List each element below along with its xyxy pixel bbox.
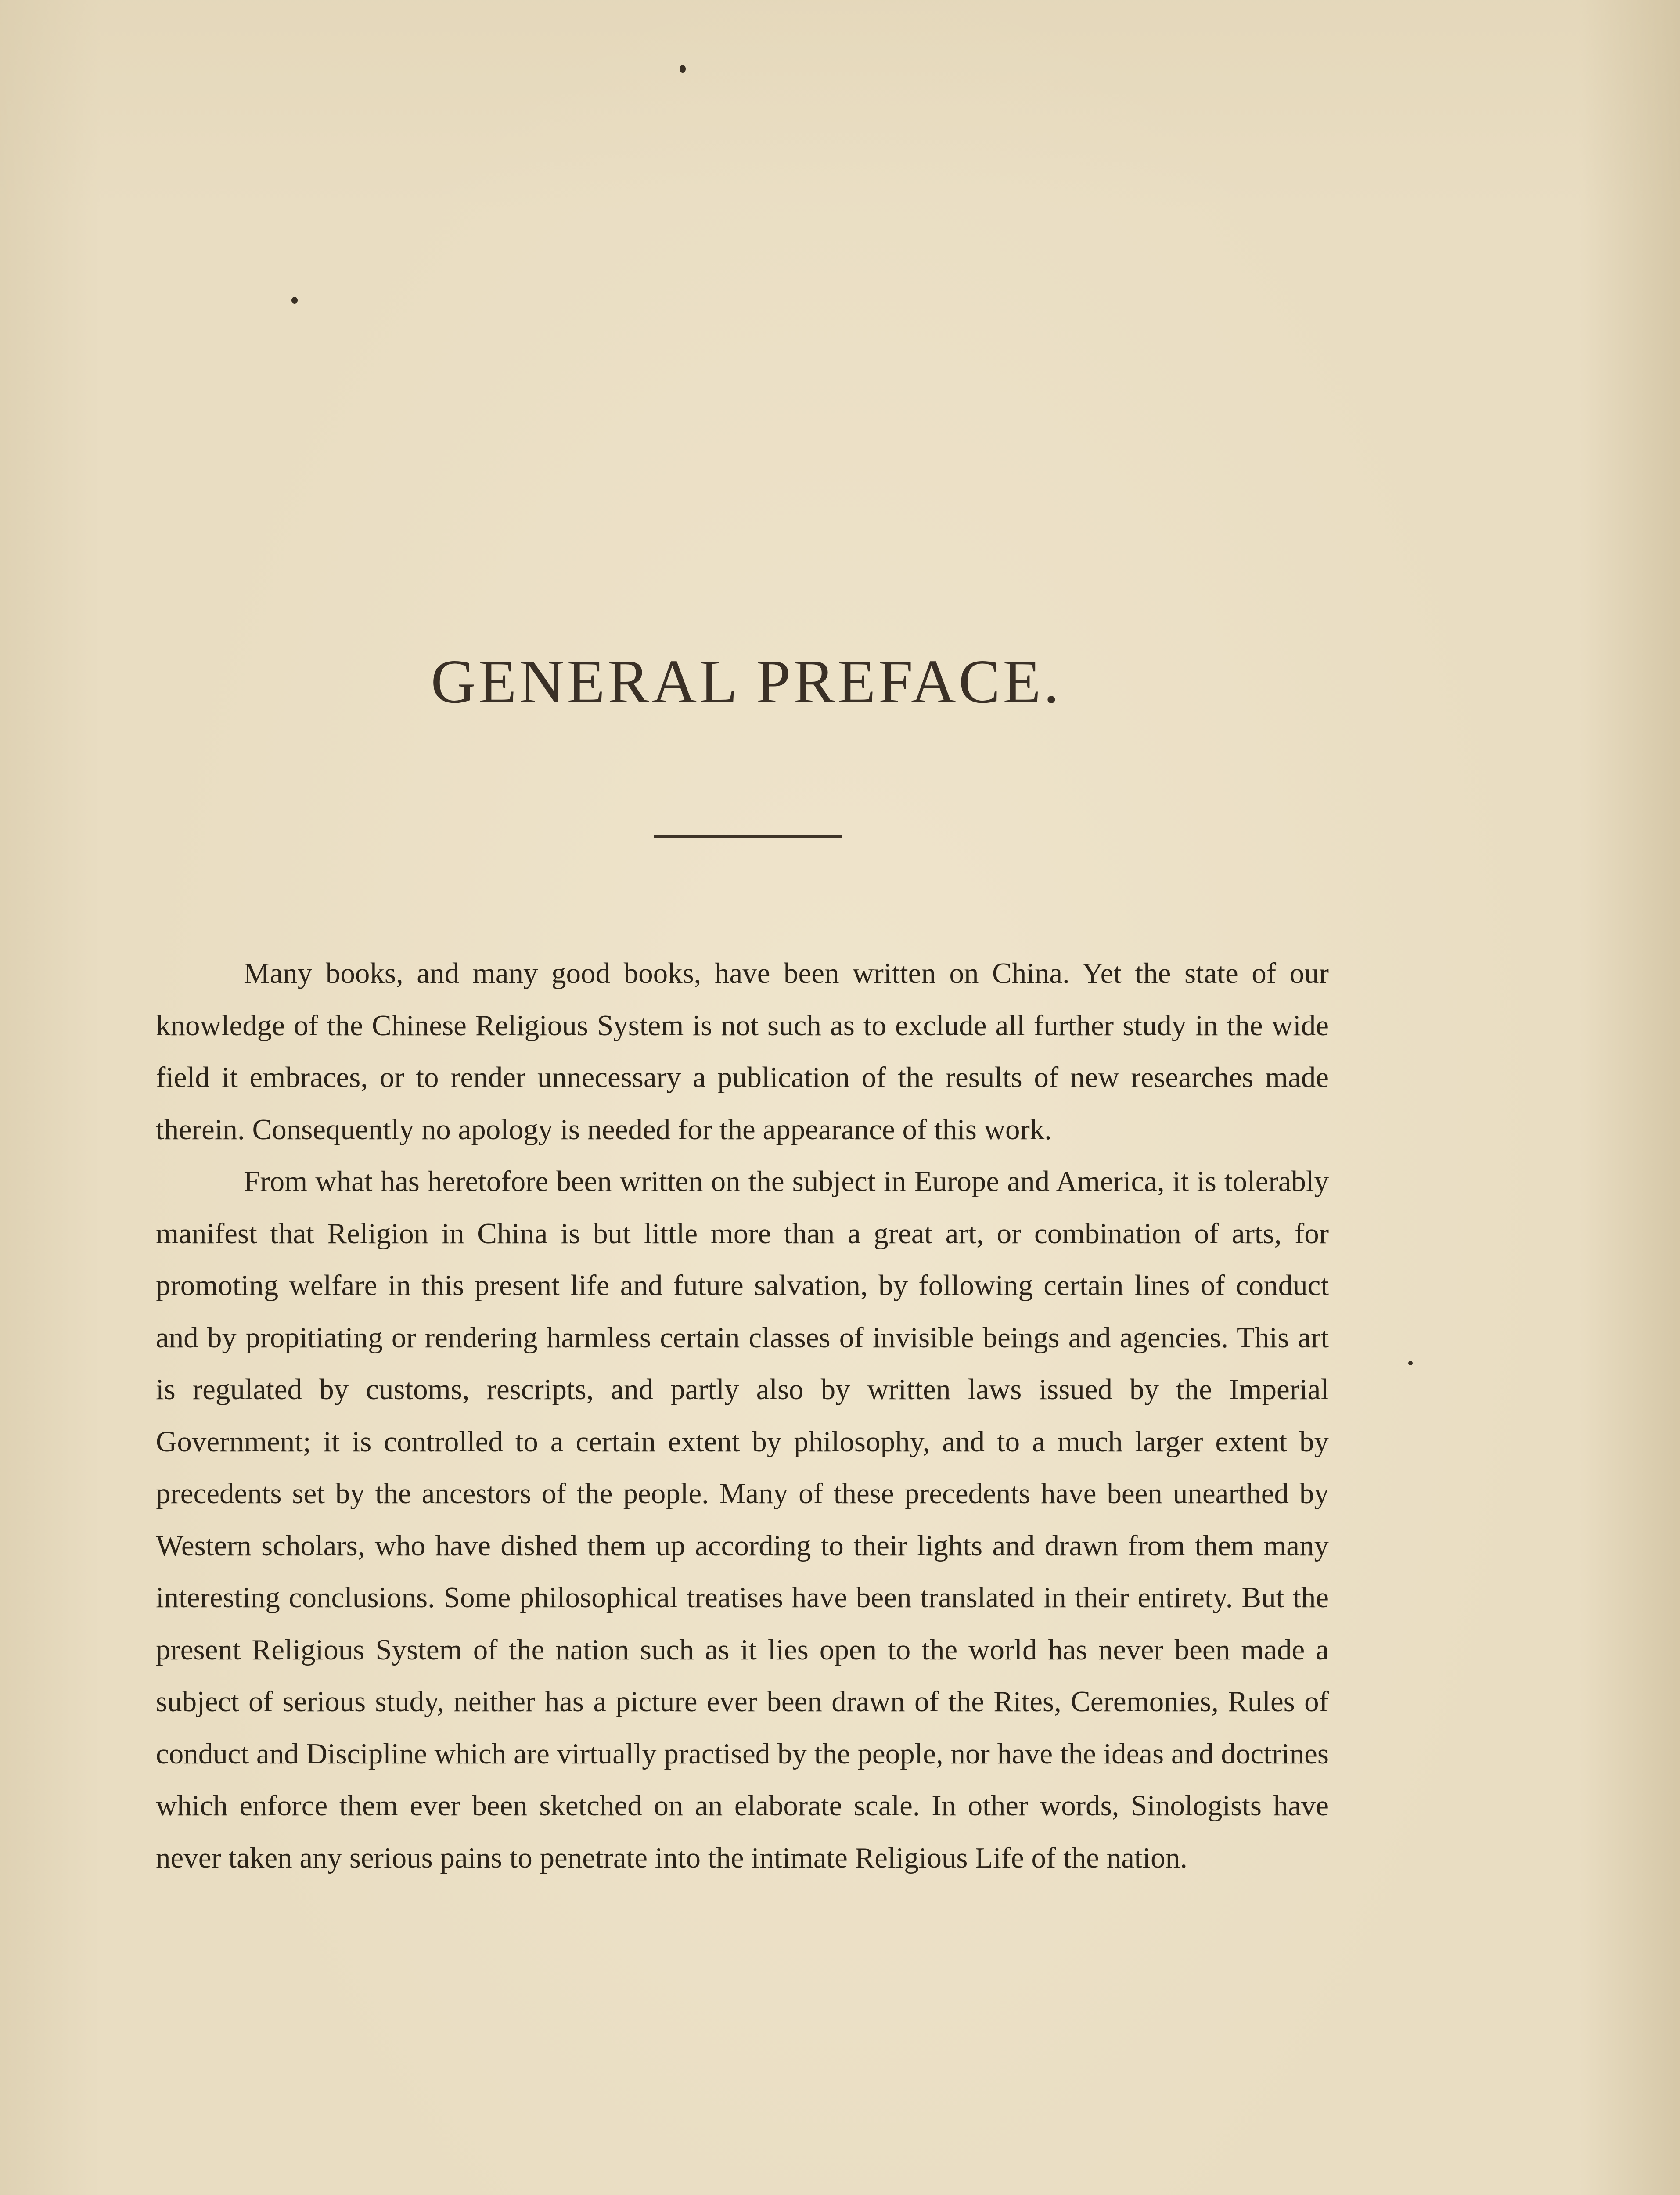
ink-speck xyxy=(1408,1361,1413,1365)
page-title: GENERAL PREFACE. xyxy=(431,647,1062,716)
preface-body xyxy=(156,947,1329,1884)
title-divider xyxy=(654,835,842,838)
paragraph: From what has heretofore been written on the subject in Europe and America, it is tolerably manifest that Religion in China is but little more than a great art, or combination of arts, for promoting welfare in this present life and future salvation, by following certain lines of conduct and by propitiating or rendering harmless certain classes of invisible beings and agencies. This art is regulated by customs, rescripts, and partly also by written laws issued by the Imperial Government; it is controlled to a certain extent by philosophy, and to a much larger extent by precedents set by the ancestors of the people. Many of these precedents have been unearthed by Western scholars, who have dished them up according to their lights and drawn from them many interesting conclusions. Some philosophical treatises have been translated in their entirety. But the present Religious System of the nation such as it lies open to the world has never been made a subject of serious study, neither has a picture ever been drawn of the Rites, Ceremonies, Rules of conduct and Discipline which are virtually practised by the people, nor have the ideas and doctrines which enforce them ever been sketched on an elaborate scale. In other words, Sinologists have never taken any serious pains to penetrate into the intimate Religious Life of the nation. xyxy=(156,1165,1329,1874)
paragraph: Many books, and many good books, have been written on China. Yet the state of our knowledge of the Chinese Religious System is not such as to exclude all further study in the wide field it embraces, or to render unnecessary a publication of the results of new researches made therein. Consequently no apology is needed for the appearance of this work. xyxy=(156,957,1329,1146)
ink-speck xyxy=(291,297,298,304)
ink-speck xyxy=(680,65,686,73)
